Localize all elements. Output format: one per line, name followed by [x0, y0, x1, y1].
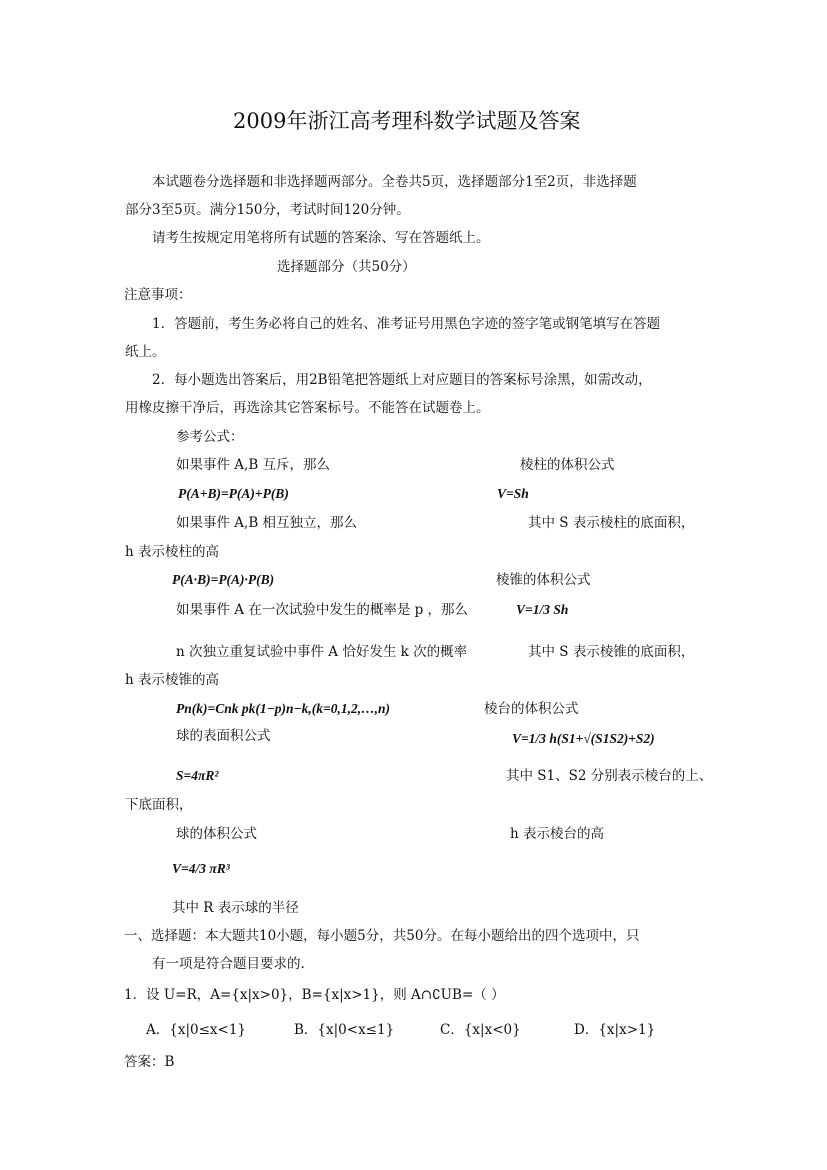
frustum-note-2: 下底面积， [125, 797, 193, 813]
pyramid-note: 其中 S 表示棱锥的底面积， [528, 644, 695, 660]
intro-line-1: 本试题卷分选择题和非选择题两部分。全卷共5页，选择题部分1至2页，非选择题 [152, 174, 637, 190]
sphere-area-text: 球的表面积公式 [176, 728, 271, 744]
pyramid-formula: V=1/3 Sh [516, 602, 569, 617]
formulas-heading: 参考公式： [176, 429, 244, 445]
intro-line-2: 部分3至5页。满分150分，考试时间120分钟。 [125, 202, 410, 218]
prism-height-note: h 表示棱柱的高 [125, 544, 219, 560]
intro-line-3: 请考生按规定用笔将所有试题的答案涂、写在答题纸上。 [152, 230, 490, 246]
prism-note: 其中 S 表示棱柱的底面积， [528, 515, 695, 531]
option-a: A．{x|0≤x<1} [146, 1022, 247, 1038]
radius-text: 其中 R 表示球的半径 [172, 900, 299, 916]
mutex-text: 如果事件 A,B 互斥，那么 [176, 457, 331, 473]
indep-formula: P(A·B)=P(A)·P(B) [172, 572, 275, 587]
frustum-height-note: h 表示棱台的高 [510, 826, 604, 842]
prob-text: 如果事件 A 在一次试验中发生的概率是 p ，那么 [176, 602, 469, 618]
prism-volume-title: 棱柱的体积公式 [520, 457, 615, 473]
indep-text: 如果事件 A,B 相互独立，那么 [176, 515, 358, 531]
page-title: 2009年浙江高考理科数学试题及答案 [233, 109, 581, 133]
sphere-volume-text: 球的体积公式 [176, 826, 257, 842]
prism-formula: V=Sh [497, 486, 529, 501]
sphere-area-formula: S=4πR² [176, 768, 219, 783]
frustum-formula: V=1/3 h(S1+√(S1S2)+S2) [512, 731, 655, 746]
pyramid-volume-title: 棱锥的体积公式 [496, 572, 591, 588]
part-one-line-2: 有一项是符合题目要求的. [152, 956, 305, 972]
note-2-line-2: 用橡皮擦干净后，再选涂其它答案标号。不能答在试题卷上。 [125, 400, 490, 416]
notes-heading: 注意事项： [124, 287, 192, 303]
frustum-volume-title: 棱台的体积公式 [484, 701, 579, 717]
note-2-line-1: 2．每小题选出答案后，用2B铅笔把答题纸上对应题目的答案标号涂黑，如需改动， [152, 372, 652, 388]
option-d: D．{x|x>1} [574, 1022, 656, 1038]
mutex-formula: P(A+B)=P(A)+P(B) [178, 486, 289, 501]
option-b: B．{x|0<x≤1} [294, 1022, 395, 1038]
note-1-line-2: 纸上。 [125, 344, 166, 360]
pyramid-height-note: h 表示棱锥的高 [125, 672, 219, 688]
note-1-line-1: 1．答题前，考生务必将自己的姓名、准考证号用黑色字迹的签字笔或钢笔填写在答题 [152, 316, 661, 332]
trial-text: n 次独立重复试验中事件 A 恰好发生 k 次的概率 [176, 644, 468, 660]
option-c: C．{x|x<0} [440, 1022, 521, 1038]
part-one-line-1: 一、选择题：本大题共10小题，每小题5分，共50分。在每小题给出的四个选项中，只 [124, 928, 640, 944]
frustum-note: 其中 S1、S2 分别表示棱台的上、 [506, 768, 713, 784]
sphere-volume-formula: V=4/3 πR³ [172, 861, 230, 876]
binomial-formula: Pn(k)=Cnk pk(1−p)n−k,(k=0,1,2,…,n) [176, 701, 391, 716]
section-heading: 选择题部分（共50分） [277, 259, 416, 275]
question-1-stem: 1．设 U=R，A={x|x>0}，B={x|x>1}，则 A∩∁UB=（ ） [124, 987, 505, 1003]
question-1-answer: 答案：B [124, 1054, 175, 1070]
